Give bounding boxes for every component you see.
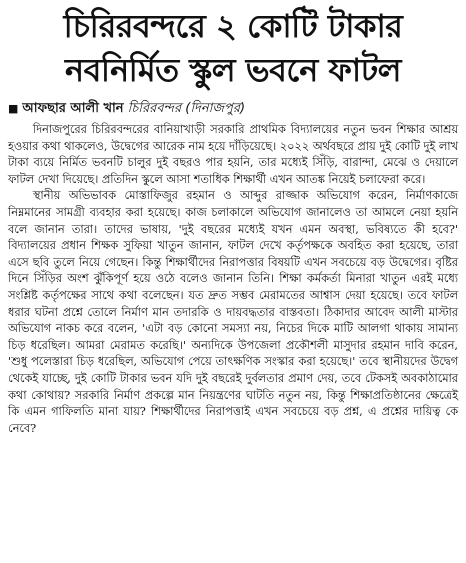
paragraph-1: দিনাজপুরের চিরিরবন্দরের বানিয়াখাড়ী সরকারি প্রাথমিক বিদ্যালয়ের নতুন ভবন শিক্ষার আশ্রয় হওয়ার কথা থাকলেও, উদ্বেগের আরেক নাম হয়ে দাঁড়িয়েছে। ২০২২ অর্থবছরে প্রায় দুই কোটি দুই লাখ টাকা ব্যয়ে নির্মিত ভবনটি চালুর দুই বছরও পার হয়নি, তার মধ্যেই সিঁড়ি, বারান্দা, মেঝে ও দেয়ালে ফাটল দেখা দিয়েছে। প্রতিদিন স্কুলে আসা শতাধিক শিক্ষার্থী এখন আতঙ্ক নিয়েই চলাফেরা করে।	[8, 123, 458, 186]
paragraph-2: স্থানীয় অভিভাবক মোস্তাফিজুর রহমান ও আব্দুর রাজ্জাক অভিযোগ করেন, নির্মাণকাজে নিম্নমানের সামগ্রী ব্যবহার করা হয়েছে। কাজ চলাকালে অভিযোগ জানালেও তা আমলে নেয়া হয়নি বলে জানান তারা। তাদের ভাষায়, 'দুই বছরের মধ্যেই যখন এমন অবস্থা, ভবিষ্যতে কী হবে?' বিদ্যালয়ের প্রধান শিক্ষক সুফিয়া খাতুন জানান, ফাটল দেখে কর্তৃপক্ষকে অবহিত করা হয়েছে, তারা এসে ছবি তুলে নিয়ে গেছেন। কিন্তু শিক্ষার্থীদের নিরাপত্তার বিষয়টি এখন সবচেয়ে বড় উদ্বেগের। বৃষ্টির দিনে সিঁড়ির অংশ ঝুঁকিপূর্ণ হয়ে ওঠে বলেও জানান তিনি। শিক্ষা কর্মকর্তা মিনারা খাতুন এরই মধ্যে সংশ্লিষ্ট কর্তৃপক্ষের সাথে কথা বলেছেন। যত দ্রুত সম্ভব মেরামতের আশ্বাস দেয়া হয়েছে। তবে ফাটল ধরার ঘটনা প্রশ্নে তোলে নির্মাণ মান তদারকি ও দায়বদ্ধতার বাস্তবতা। ঠিকাদার আবেদ আলী মাস্টার অভিযোগ নাকচ করে বলেন, 'এটা বড় কোনো সমস্যা নয়, নিচের দিকে মাটি আলগা থাকায় সামান্য চিড় ধরেছিল। আমরা মেরামত করেছি।' অন্যদিকে উপজেলা প্রকৌশলী মাসুদার রহমান দাবি করেন, 'শুধু পলেস্তারা চিড় ধরেছিল, অভিযোগ পেয়ে তাৎক্ষণিক সংস্কার করা হয়েছে।' তবে স্থানীয়দের উদ্বেগ থেকেই যাচ্ছে, দুই কোটি টাকার ভবন যদি দুই বছরেই দুর্বলতার প্রমাণ দেয়, তবে টেকসই অবকাঠামোর কথা কোথায়? সরকারি নির্মাণ প্রকল্পে মান নিয়ন্ত্রণের ঘাটতি নতুন নয়, কিন্তু শিক্ষাপ্রতিষ্ঠানের ক্ষেত্রেই কি এমন গাফিলতি মানা যায়? শিক্ষার্থীদের নিরাপত্তাই এখন সবচেয়ে বড় প্রশ্ন, এ প্রশ্নের দায়িত্ব কে নেবে?	[8, 189, 458, 435]
headline	[8, 4, 458, 92]
headline-line-2: নবনির্মিত স্কুল ভবনে ফাটল	[65, 51, 401, 89]
author-name: আফছার আলী খান	[22, 101, 124, 116]
article-body	[8, 122, 458, 437]
byline-square-icon: ■	[8, 102, 19, 115]
byline	[8, 100, 458, 118]
headline-line-1: চিরিরবন্দরে ২ কোটি টাকার	[63, 7, 403, 45]
dateline-location: চিরিরবন্দর (দিনাজপুর)	[127, 101, 246, 116]
